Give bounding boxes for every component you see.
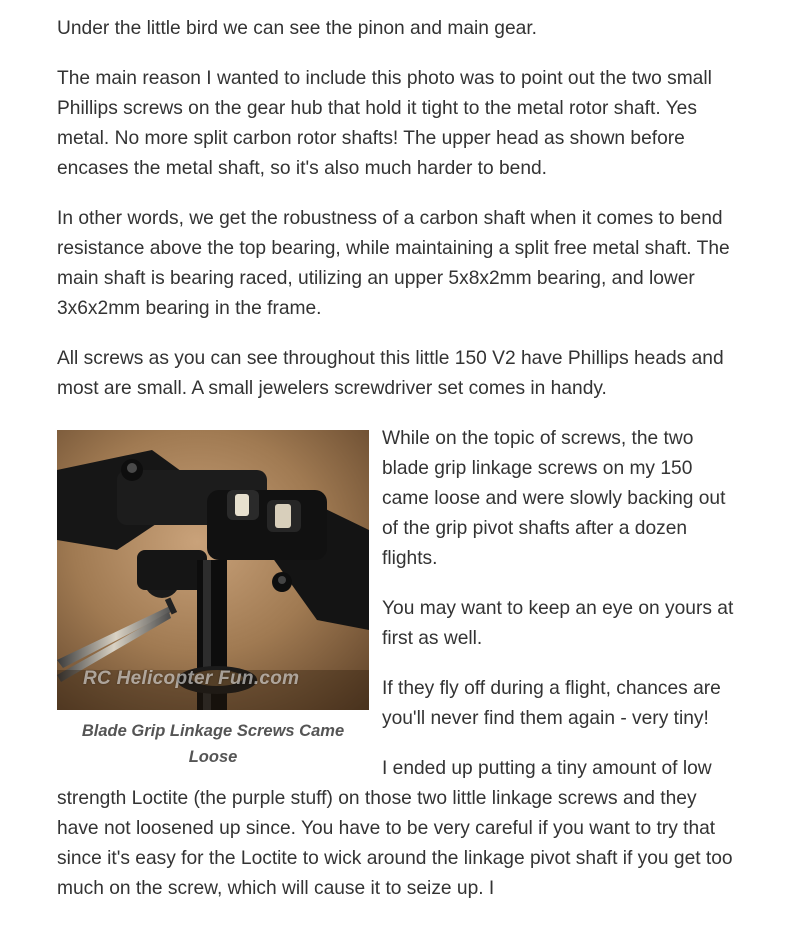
paragraph: All screws as you can see throughout this little 150 V2 have Phillips heads and most are small. A small jewelers screwdriver set comes in handy.	[57, 348, 724, 399]
paragraph: I ended up putting a tiny amount of low strength Loctite (the purple stuff) on those two little linkage screws and they have not loosened up since. You have to be very careful if you want to try that since it's easy for the Loctite to wick around the linkage pivot shaft if you get too much on the screw, which will cause it to seize up. I	[57, 758, 733, 899]
blade-grip-photo	[57, 430, 369, 710]
paragraph: The main reason I wanted to include this photo was to point out the two small Phillips screws on the gear hub that hold it tight to the metal rotor shaft. Yes metal. No more split carbon rotor shafts! The upper head as shown before encases the metal shaft, so it's also much harder to bend.	[57, 68, 712, 179]
photo-caption: Blade Grip Linkage Screws Came Loose	[81, 722, 345, 766]
paragraph: Under the little bird we can see the pinon and main gear.	[57, 18, 537, 39]
paragraph: If they fly off during a flight, chances are you'll never find them again - very tiny!	[382, 678, 721, 729]
photo-figure	[57, 430, 369, 770]
photo-watermark: RC Helicopter Fun.com	[83, 668, 300, 689]
article-body	[57, 14, 737, 924]
paragraph: While on the topic of screws, the two blade grip linkage screws on my 150 came loose and were slowly backing out of the grip pivot shafts after a dozen flights.	[382, 428, 726, 569]
paragraph: You may want to keep an eye on yours at first as well.	[382, 598, 734, 649]
paragraph: In other words, we get the robustness of a carbon shaft when it comes to bend resistance above the top bearing, while maintaining a split free metal shaft. The main shaft is bearing raced, utilizing an upper 5x8x2mm bearing, and lower 3x6x2mm bearing in the frame.	[57, 208, 730, 319]
